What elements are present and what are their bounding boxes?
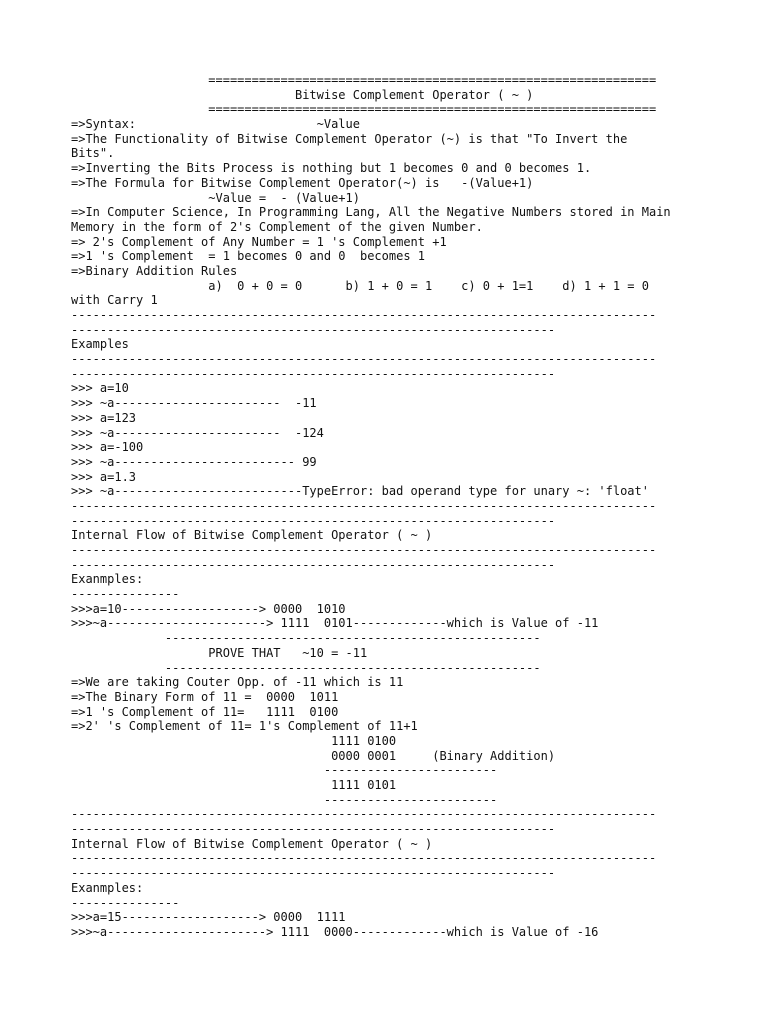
document-line: ------------------------------------------------------------------- bbox=[71, 322, 556, 337]
document-line: >>> a=1.3 bbox=[71, 469, 137, 484]
document-line: >>>~a----------------------> 1111 0000-------------which is Value of -16 bbox=[71, 924, 599, 939]
document-line: Memory in the form of 2's Complement of the given Number. bbox=[71, 219, 483, 234]
document-line: --------------------------------------------------------------------------------- bbox=[71, 308, 657, 322]
document-line: >>> ~a------------------------- 99 bbox=[71, 454, 317, 469]
document-line: ------------------------ bbox=[71, 763, 498, 778]
document-line: => 2's Complement of Any Number = 1 's Complement +1 bbox=[71, 234, 447, 249]
document-line: >>>a=10-------------------> 0000 1010 bbox=[71, 601, 346, 616]
document-line: ------------------------ bbox=[71, 792, 498, 807]
document-line: ~Value = - (Value+1) bbox=[71, 190, 360, 205]
document-line: --------------------------------------------------------------------------------- bbox=[71, 851, 657, 866]
document-line: --------------- bbox=[71, 895, 180, 910]
document-line: 1111 0100 bbox=[71, 733, 397, 748]
document-line: with Carry 1 bbox=[71, 293, 158, 308]
document-line: Exanmples: bbox=[71, 880, 144, 895]
document-line: ---------------------------------------------------- bbox=[71, 660, 541, 675]
document-line: >>> ~a----------------------- -124 bbox=[71, 425, 324, 440]
document-line: =>We are taking Couter Opp. of -11 which is 11 bbox=[71, 675, 404, 690]
document-line: ------------------------------------------------------------------- bbox=[71, 557, 556, 572]
document-line: ============================================================== bbox=[71, 73, 657, 87]
document-body bbox=[71, 73, 711, 940]
document-line: =>In Computer Science, In Programming Lang, All the Negative Numbers stored in Main bbox=[71, 205, 671, 220]
document-line: Internal Flow of Bitwise Complement Operator ( ~ ) bbox=[71, 528, 433, 543]
document-line: =>1 's Complement = 1 becomes 0 and 0 becomes 1 bbox=[71, 249, 426, 264]
document-line: PROVE THAT ~10 = -11 bbox=[71, 645, 368, 660]
document-line: =>Inverting the Bits Process is nothing but 1 becomes 0 and 0 becomes 1. bbox=[71, 161, 592, 176]
document-line: >>> a=-100 bbox=[71, 440, 144, 455]
document-line: ---------------------------------------------------- bbox=[71, 631, 541, 646]
document-line: ------------------------------------------------------------------- bbox=[71, 513, 556, 528]
document-line: Bits". bbox=[71, 146, 115, 161]
document-line: >>> a=123 bbox=[71, 410, 137, 425]
document-line: >>>a=15-------------------> 0000 1111 bbox=[71, 910, 346, 925]
document-line: >>> ~a--------------------------TypeError: bad operand type for unary ~: 'float' bbox=[71, 484, 649, 499]
document-line: ------------------------------------------------------------------- bbox=[71, 366, 556, 381]
document-line: =>1 's Complement of 11= 1111 0100 bbox=[71, 704, 339, 719]
document-line: =>2' 's Complement of 11= 1's Complement of 11+1 bbox=[71, 719, 418, 734]
document-line: 1111 0101 bbox=[71, 778, 397, 792]
document-line: >>>~a----------------------> 1111 0101-------------which is Value of -11 bbox=[71, 616, 599, 631]
document-line: =>The Formula for Bitwise Complement Operator(~) is -(Value+1) bbox=[71, 175, 534, 190]
document-line: Internal Flow of Bitwise Complement Operator ( ~ ) bbox=[71, 836, 433, 851]
document-line: =>Binary Addition Rules bbox=[71, 263, 238, 278]
document-line: =>The Binary Form of 11 = 0000 1011 bbox=[71, 689, 339, 704]
document-line: ============================================================== bbox=[71, 102, 657, 117]
document-line: Examples bbox=[71, 337, 129, 352]
document-line: --------------------------------------------------------------------------------- bbox=[71, 352, 657, 367]
document-line: 0000 0001 (Binary Addition) bbox=[71, 748, 556, 763]
document-line: --------------- bbox=[71, 587, 180, 602]
document-line: =>The Functionality of Bitwise Complement Operator (~) is that "To Invert the bbox=[71, 131, 628, 146]
document-line: ------------------------------------------------------------------- bbox=[71, 866, 556, 881]
document-line: >>> a=10 bbox=[71, 381, 129, 396]
document-line: --------------------------------------------------------------------------------- bbox=[71, 498, 657, 513]
document-line: --------------------------------------------------------------------------------- bbox=[71, 807, 657, 822]
document-line: --------------------------------------------------------------------------------- bbox=[71, 543, 657, 557]
document-line: a) 0 + 0 = 0 b) 1 + 0 = 1 c) 0 + 1=1 d) 1 + 1 = 0 bbox=[71, 278, 649, 293]
document-line: Bitwise Complement Operator ( ~ ) bbox=[71, 87, 534, 102]
document-line: =>Syntax: ~Value bbox=[71, 117, 360, 132]
document-line: >>> ~a----------------------- -11 bbox=[71, 396, 317, 411]
document-line: ------------------------------------------------------------------- bbox=[71, 822, 556, 837]
document-line: Exanmples: bbox=[71, 572, 144, 587]
